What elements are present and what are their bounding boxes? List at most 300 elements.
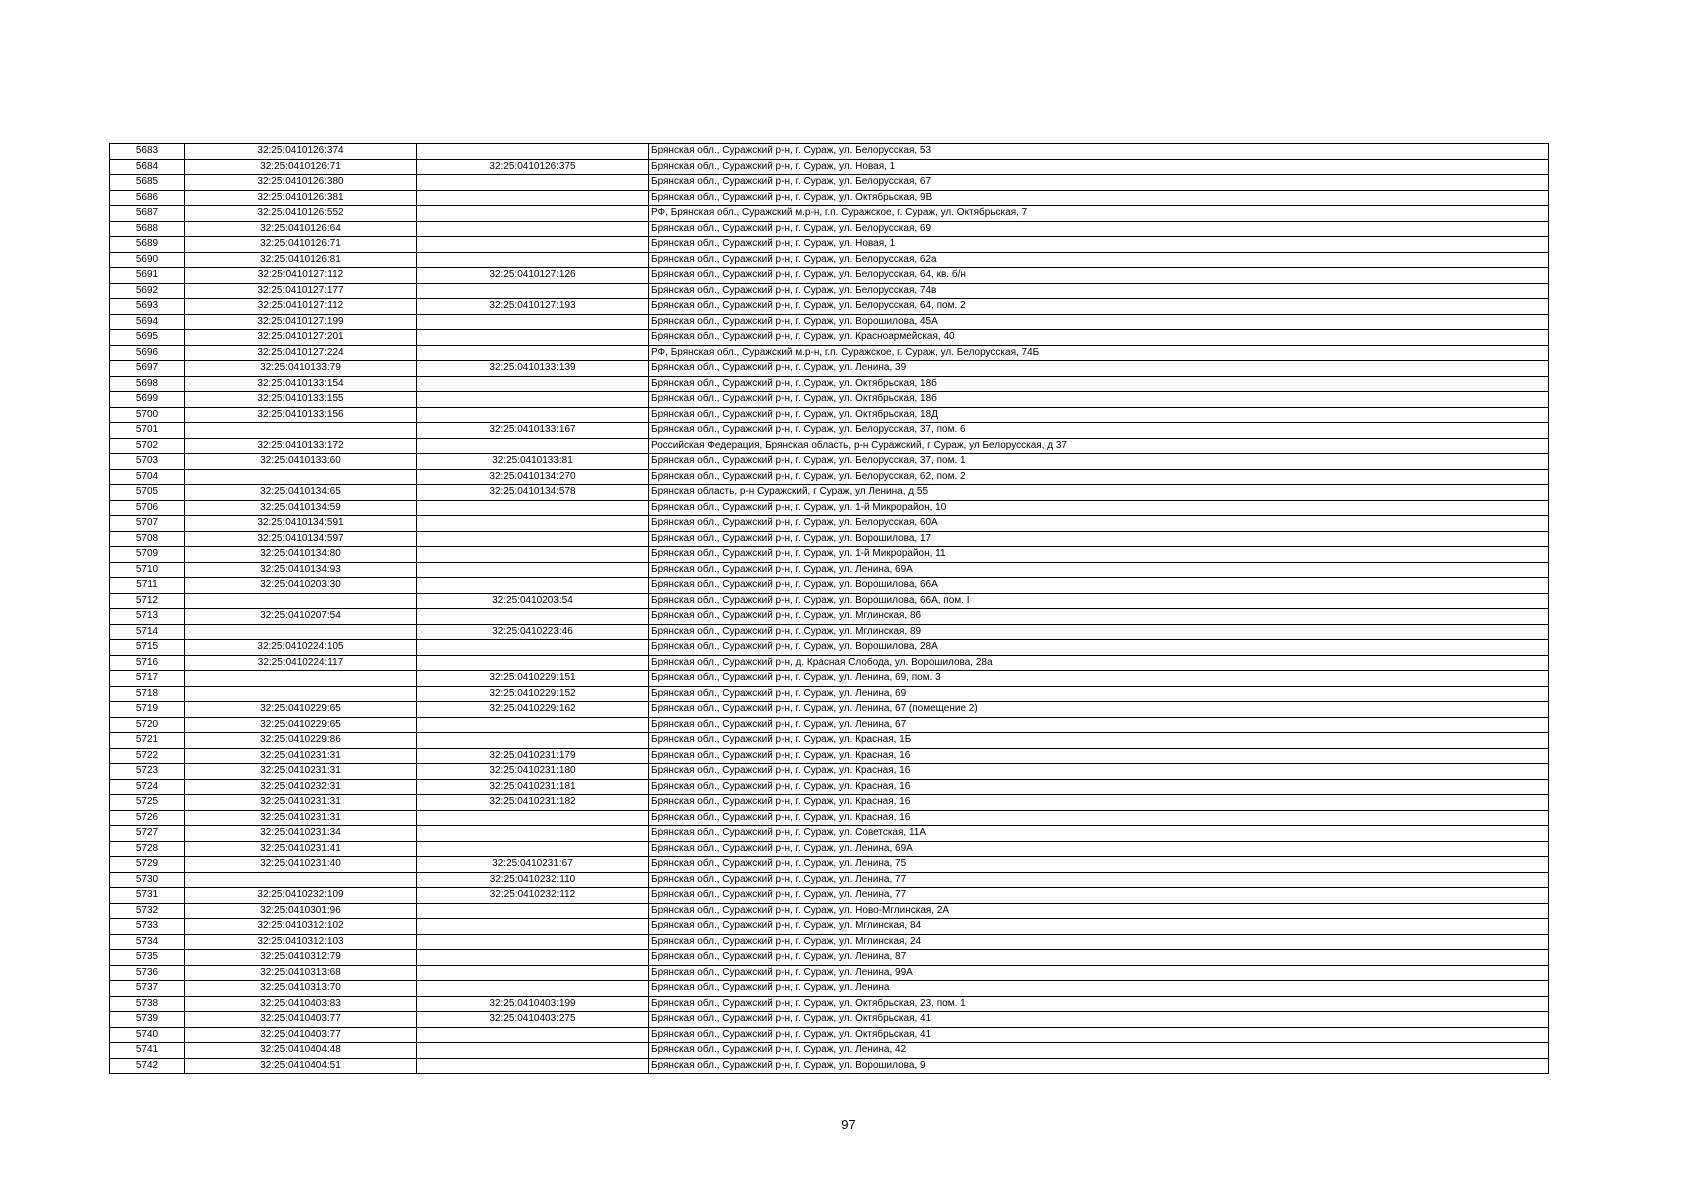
cadastral-number-cell: 32:25:0410134:591 [185,516,417,532]
row-number-cell: 5704 [110,469,185,485]
address-cell: Брянская обл., Суражский р-н, г. Сураж, ул. Ленина, 87 [649,950,1549,966]
table-row [110,345,1549,361]
cadastral-number-cell: 32:25:0410231:31 [185,764,417,780]
cadastral-number-cell: 32:25:0410126:381 [185,190,417,206]
address-cell: Брянская обл., Суражский р-н, г. Сураж, ул. Ленина, 69, пом. 3 [649,671,1549,687]
cadastral-number-cell: 32:25:0410231:41 [185,841,417,857]
cadastral-number-cell: 32:25:0410229:86 [185,733,417,749]
address-cell: Брянская обл., Суражский р-н, г. Сураж, ул. Белорусская, 62, пом. 2 [649,469,1549,485]
cadastral-number-cell: 32:25:0410134:80 [185,547,417,563]
table-row [110,779,1549,795]
table-row [110,407,1549,423]
cadastral-number-cell: 32:25:0410232:109 [185,888,417,904]
address-cell: Брянская обл., Суражский р-н, г. Сураж, ул. Белорусская, 37, пом. 1 [649,454,1549,470]
row-number-cell: 5714 [110,624,185,640]
related-cadastral-number-cell [417,531,649,547]
address-cell: Брянская обл., Суражский р-н, г. Сураж, ул. Ворошилова, 28А [649,640,1549,656]
row-number-cell: 5690 [110,252,185,268]
related-cadastral-number-cell: 32:25:0410229:152 [417,686,649,702]
cadastral-number-cell: 32:25:0410126:71 [185,237,417,253]
address-cell: Брянская обл., Суражский р-н, г. Сураж, ул. Белорусская, 62а [649,252,1549,268]
address-cell: Брянская обл., Суражский р-н, г. Сураж, ул. Ворошилова, 66А [649,578,1549,594]
table-row [110,159,1549,175]
cadastral-number-cell [185,593,417,609]
related-cadastral-number-cell [417,609,649,625]
related-cadastral-number-cell [417,190,649,206]
row-number-cell: 5737 [110,981,185,997]
table-row [110,609,1549,625]
related-cadastral-number-cell: 32:25:0410231:182 [417,795,649,811]
table-row [110,531,1549,547]
cadastral-number-cell: 32:25:0410231:31 [185,795,417,811]
row-number-cell: 5715 [110,640,185,656]
cadastral-number-cell: 32:25:0410313:70 [185,981,417,997]
address-cell: Брянская обл., Суражский р-н, г. Сураж, ул. Ленина, 42 [649,1043,1549,1059]
cadastral-number-cell: 32:25:0410313:68 [185,965,417,981]
cadastral-number-cell: 32:25:0410301:96 [185,903,417,919]
table-row [110,578,1549,594]
table-row [110,795,1549,811]
cadastral-number-cell: 32:25:0410126:64 [185,221,417,237]
address-cell: Брянская обл., Суражский р-н, г. Сураж, ул. Октябрьская, 9В [649,190,1549,206]
address-cell: Брянская обл., Суражский р-н, г. Сураж, ул. Белорусская, 67 [649,175,1549,191]
related-cadastral-number-cell: 32:25:0410231:181 [417,779,649,795]
row-number-cell: 5734 [110,934,185,950]
address-cell: Брянская обл., Суражский р-н, г. Сураж, ул. Красноармейская, 40 [649,330,1549,346]
related-cadastral-number-cell [417,175,649,191]
table-row [110,733,1549,749]
cadastral-number-cell: 32:25:0410224:117 [185,655,417,671]
address-cell: Брянская обл., Суражский р-н, г. Сураж, ул. Ленина, 75 [649,857,1549,873]
row-number-cell: 5712 [110,593,185,609]
table-row [110,221,1549,237]
address-cell: Брянская обл., Суражский р-н, г. Сураж, ул. Белорусская, 64, пом. 2 [649,299,1549,315]
row-number-cell: 5697 [110,361,185,377]
cadastral-number-cell: 32:25:0410133:155 [185,392,417,408]
related-cadastral-number-cell: 32:25:0410203:54 [417,593,649,609]
table-row [110,841,1549,857]
related-cadastral-number-cell [417,655,649,671]
related-cadastral-number-cell: 32:25:0410231:179 [417,748,649,764]
address-cell: Брянская обл., Суражский р-н, г. Сураж, ул. Белорусская, 64, кв. б/н [649,268,1549,284]
cadastral-number-cell: 32:25:0410404:48 [185,1043,417,1059]
related-cadastral-number-cell: 32:25:0410232:112 [417,888,649,904]
table-row [110,686,1549,702]
row-number-cell: 5730 [110,872,185,888]
cadastral-number-cell: 32:25:0410126:81 [185,252,417,268]
address-cell: РФ, Брянская обл., Суражский м.р-н, г.п. Суражское, г. Сураж, ул. Октябрьская, 7 [649,206,1549,222]
cadastral-number-cell: 32:25:0410232:31 [185,779,417,795]
table-row [110,826,1549,842]
cadastral-number-cell: 32:25:0410126:71 [185,159,417,175]
address-cell: Брянская обл., Суражский р-н, г. Сураж, ул. Красная, 16 [649,764,1549,780]
table-row [110,717,1549,733]
address-cell: Брянская обл., Суражский р-н, г. Сураж, ул. Ленина, 77 [649,872,1549,888]
table-row [110,376,1549,392]
row-number-cell: 5726 [110,810,185,826]
address-cell: Брянская обл., Суражский р-н, д. Красная Слобода, ул. Ворошилова, 28а [649,655,1549,671]
table-row [110,624,1549,640]
address-cell: Брянская обл., Суражский р-н, г. Сураж, ул. Ленина, 69 [649,686,1549,702]
row-number-cell: 5727 [110,826,185,842]
row-number-cell: 5688 [110,221,185,237]
row-number-cell: 5700 [110,407,185,423]
related-cadastral-number-cell: 32:25:0410127:193 [417,299,649,315]
table-row [110,314,1549,330]
cadastral-number-cell: 32:25:0410126:374 [185,144,417,160]
cadastral-number-cell: 32:25:0410127:199 [185,314,417,330]
cadastral-number-cell: 32:25:0410229:65 [185,702,417,718]
address-cell: Брянская обл., Суражский р-н, г. Сураж, ул. Белорусская, 74в [649,283,1549,299]
row-number-cell: 5729 [110,857,185,873]
address-cell: Брянская обл., Суражский р-н, г. Сураж, ул. Белорусская, 60А [649,516,1549,532]
related-cadastral-number-cell [417,733,649,749]
address-cell: Брянская обл., Суражский р-н, г. Сураж, ул. Белорусская, 53 [649,144,1549,160]
related-cadastral-number-cell: 32:25:0410229:162 [417,702,649,718]
table-row [110,438,1549,454]
address-cell: Брянская обл., Суражский р-н, г. Сураж, ул. Ворошилова, 9 [649,1058,1549,1074]
address-cell: Брянская обл., Суражский р-н, г. Сураж, ул. Ворошилова, 17 [649,531,1549,547]
table-row [110,237,1549,253]
table-row [110,268,1549,284]
address-cell: Брянская обл., Суражский р-н, г. Сураж, ул. Красная, 16 [649,810,1549,826]
related-cadastral-number-cell [417,252,649,268]
table-row [110,671,1549,687]
cadastral-number-cell: 32:25:0410231:31 [185,748,417,764]
related-cadastral-number-cell: 32:25:0410403:275 [417,1012,649,1028]
related-cadastral-number-cell [417,392,649,408]
row-number-cell: 5733 [110,919,185,935]
row-number-cell: 5738 [110,996,185,1012]
cadastral-number-cell: 32:25:0410207:54 [185,609,417,625]
address-cell: Брянская обл., Суражский р-н, г. Сураж, ул. Мглинская, 84 [649,919,1549,935]
related-cadastral-number-cell [417,826,649,842]
address-cell: Брянская обл., Суражский р-н, г. Сураж, ул. Ленина, 39 [649,361,1549,377]
related-cadastral-number-cell: 32:25:0410232:110 [417,872,649,888]
row-number-cell: 5693 [110,299,185,315]
address-cell: Брянская обл., Суражский р-н, г. Сураж, ул. 1-й Микрорайон, 10 [649,500,1549,516]
related-cadastral-number-cell [417,841,649,857]
cadastral-number-cell: 32:25:0410312:102 [185,919,417,935]
related-cadastral-number-cell: 32:25:0410133:139 [417,361,649,377]
related-cadastral-number-cell [417,330,649,346]
cadastral-number-cell: 32:25:0410127:177 [185,283,417,299]
table-row [110,872,1549,888]
address-cell: Брянская обл., Суражский р-н, г. Сураж, ул. Октябрьская, 18Д [649,407,1549,423]
table-row [110,1027,1549,1043]
registry-table [109,143,1549,1074]
address-cell: Брянская обл., Суражский р-н, г. Сураж, ул. Ленина, 67 (помещение 2) [649,702,1549,718]
related-cadastral-number-cell [417,283,649,299]
table-row [110,485,1549,501]
row-number-cell: 5740 [110,1027,185,1043]
related-cadastral-number-cell: 32:25:0410133:167 [417,423,649,439]
table-row [110,748,1549,764]
address-cell: Брянская обл., Суражский р-н, г. Сураж, ул. Ленина, 99А [649,965,1549,981]
related-cadastral-number-cell [417,376,649,392]
table-row [110,857,1549,873]
address-cell: Брянская обл., Суражский р-н, г. Сураж, ул. Красная, 16 [649,795,1549,811]
table-row [110,764,1549,780]
related-cadastral-number-cell: 32:25:0410229:151 [417,671,649,687]
table-row [110,1058,1549,1074]
cadastral-number-cell: 32:25:0410224:105 [185,640,417,656]
table-row [110,562,1549,578]
related-cadastral-number-cell: 32:25:0410127:126 [417,268,649,284]
related-cadastral-number-cell [417,934,649,950]
related-cadastral-number-cell [417,903,649,919]
related-cadastral-number-cell [417,717,649,733]
address-cell: Брянская обл., Суражский р-н, г. Сураж, ул. Новая, 1 [649,159,1549,175]
table-row [110,1012,1549,1028]
row-number-cell: 5709 [110,547,185,563]
cadastral-number-cell: 32:25:0410134:65 [185,485,417,501]
related-cadastral-number-cell [417,640,649,656]
table-row [110,206,1549,222]
row-number-cell: 5736 [110,965,185,981]
related-cadastral-number-cell [417,500,649,516]
related-cadastral-number-cell [417,578,649,594]
table-row [110,965,1549,981]
table-row [110,888,1549,904]
table-row [110,330,1549,346]
row-number-cell: 5692 [110,283,185,299]
cadastral-number-cell: 32:25:0410404:51 [185,1058,417,1074]
address-cell: Брянская обл., Суражский р-н, г. Сураж, ул. Октябрьская, 41 [649,1027,1549,1043]
cadastral-number-cell: 32:25:0410312:103 [185,934,417,950]
cadastral-number-cell: 32:25:0410134:93 [185,562,417,578]
table-row [110,919,1549,935]
related-cadastral-number-cell [417,516,649,532]
address-cell: Брянская обл., Суражский р-н, г. Сураж, ул. Ворошилова, 66А, пом. I [649,593,1549,609]
related-cadastral-number-cell: 32:25:0410134:578 [417,485,649,501]
row-number-cell: 5742 [110,1058,185,1074]
cadastral-number-cell [185,872,417,888]
table-row [110,144,1549,160]
row-number-cell: 5686 [110,190,185,206]
address-cell: Брянская обл., Суражский р-н, г. Сураж, ул. Мглинская, 89 [649,624,1549,640]
table-row [110,454,1549,470]
related-cadastral-number-cell [417,1027,649,1043]
row-number-cell: 5696 [110,345,185,361]
cadastral-number-cell: 32:25:0410126:380 [185,175,417,191]
row-number-cell: 5707 [110,516,185,532]
related-cadastral-number-cell [417,438,649,454]
related-cadastral-number-cell [417,237,649,253]
cadastral-number-cell: 32:25:0410231:34 [185,826,417,842]
address-cell: РФ, Брянская обл., Суражский м.р-н, г.п. Суражское, г. Сураж, ул. Белорусская, 74Б [649,345,1549,361]
cadastral-number-cell: 32:25:0410134:597 [185,531,417,547]
table-row [110,593,1549,609]
row-number-cell: 5699 [110,392,185,408]
cadastral-number-cell: 32:25:0410403:83 [185,996,417,1012]
address-cell: Брянская обл., Суражский р-н, г. Сураж, ул. Ленина, 69А [649,562,1549,578]
row-number-cell: 5728 [110,841,185,857]
table-row [110,1043,1549,1059]
row-number-cell: 5683 [110,144,185,160]
table-row [110,469,1549,485]
address-cell: Брянская обл., Суражский р-н, г. Сураж, ул. Ленина, 77 [649,888,1549,904]
address-cell: Брянская обл., Суражский р-н, г. Сураж, ул. Октябрьская, 18б [649,392,1549,408]
address-cell: Брянская обл., Суражский р-н, г. Сураж, ул. Ленина, 67 [649,717,1549,733]
cadastral-number-cell: 32:25:0410231:31 [185,810,417,826]
row-number-cell: 5741 [110,1043,185,1059]
row-number-cell: 5723 [110,764,185,780]
related-cadastral-number-cell: 32:25:0410126:375 [417,159,649,175]
cadastral-number-cell: 32:25:0410203:30 [185,578,417,594]
table-row [110,392,1549,408]
row-number-cell: 5685 [110,175,185,191]
row-number-cell: 5731 [110,888,185,904]
cadastral-number-cell: 32:25:0410127:201 [185,330,417,346]
cadastral-number-cell: 32:25:0410229:65 [185,717,417,733]
row-number-cell: 5721 [110,733,185,749]
registry-table-body [110,144,1549,1074]
row-number-cell: 5719 [110,702,185,718]
related-cadastral-number-cell [417,314,649,330]
table-row [110,810,1549,826]
row-number-cell: 5695 [110,330,185,346]
table-row [110,640,1549,656]
row-number-cell: 5716 [110,655,185,671]
table-row [110,361,1549,377]
related-cadastral-number-cell [417,345,649,361]
cadastral-number-cell: 32:25:0410133:172 [185,438,417,454]
row-number-cell: 5706 [110,500,185,516]
table-row [110,252,1549,268]
related-cadastral-number-cell [417,1058,649,1074]
related-cadastral-number-cell [417,221,649,237]
table-row [110,655,1549,671]
row-number-cell: 5724 [110,779,185,795]
table-row [110,702,1549,718]
row-number-cell: 5732 [110,903,185,919]
address-cell: Брянская обл., Суражский р-н, г. Сураж, ул. Красная, 16 [649,748,1549,764]
address-cell: Брянская обл., Суражский р-н, г. Сураж, ул. Ленина, 69А [649,841,1549,857]
related-cadastral-number-cell: 32:25:0410231:67 [417,857,649,873]
related-cadastral-number-cell [417,206,649,222]
row-number-cell: 5687 [110,206,185,222]
related-cadastral-number-cell [417,919,649,935]
address-cell: Брянская обл., Суражский р-н, г. Сураж, ул. Красная, 1Б [649,733,1549,749]
row-number-cell: 5713 [110,609,185,625]
cadastral-number-cell: 32:25:0410134:59 [185,500,417,516]
address-cell: Брянская обл., Суражский р-н, г. Сураж, ул. Ворошилова, 45А [649,314,1549,330]
address-cell: Брянская обл., Суражский р-н, г. Сураж, ул. Новая, 1 [649,237,1549,253]
table-row [110,175,1549,191]
row-number-cell: 5710 [110,562,185,578]
address-cell: Брянская обл., Суражский р-н, г. Сураж, ул. 1-й Микрорайон, 11 [649,547,1549,563]
table-row [110,516,1549,532]
table-row [110,903,1549,919]
related-cadastral-number-cell [417,965,649,981]
cadastral-number-cell: 32:25:0410133:79 [185,361,417,377]
table-row [110,423,1549,439]
row-number-cell: 5694 [110,314,185,330]
table-row [110,283,1549,299]
row-number-cell: 5684 [110,159,185,175]
cadastral-number-cell [185,624,417,640]
row-number-cell: 5701 [110,423,185,439]
row-number-cell: 5720 [110,717,185,733]
table-row [110,500,1549,516]
row-number-cell: 5735 [110,950,185,966]
address-cell: Брянская обл., Суражский р-н, г. Сураж, ул. Мглинская, 24 [649,934,1549,950]
cadastral-number-cell: 32:25:0410312:79 [185,950,417,966]
cadastral-number-cell [185,469,417,485]
cadastral-number-cell: 32:25:0410403:77 [185,1027,417,1043]
address-cell: Брянская обл., Суражский р-н, г. Сураж, ул. Мглинская, 86 [649,609,1549,625]
cadastral-number-cell [185,671,417,687]
row-number-cell: 5698 [110,376,185,392]
related-cadastral-number-cell: 32:25:0410231:180 [417,764,649,780]
address-cell: Брянская обл., Суражский р-н, г. Сураж, ул. Белорусская, 37, пом. 6 [649,423,1549,439]
related-cadastral-number-cell [417,1043,649,1059]
address-cell: Брянская обл., Суражский р-н, г. Сураж, ул. Белорусская, 69 [649,221,1549,237]
related-cadastral-number-cell: 32:25:0410403:199 [417,996,649,1012]
cadastral-number-cell [185,686,417,702]
address-cell: Брянская обл., Суражский р-н, г. Сураж, ул. Октябрьская, 41 [649,1012,1549,1028]
related-cadastral-number-cell: 32:25:0410223:46 [417,624,649,640]
cadastral-number-cell: 32:25:0410133:60 [185,454,417,470]
cadastral-number-cell [185,423,417,439]
row-number-cell: 5703 [110,454,185,470]
row-number-cell: 5705 [110,485,185,501]
address-cell: Брянская обл., Суражский р-н, г. Сураж, ул. Советская, 11А [649,826,1549,842]
cadastral-number-cell: 32:25:0410126:552 [185,206,417,222]
address-cell: Брянская обл., Суражский р-н, г. Сураж, ул. Ново-Мглинская, 2А [649,903,1549,919]
related-cadastral-number-cell [417,547,649,563]
row-number-cell: 5725 [110,795,185,811]
table-row [110,934,1549,950]
related-cadastral-number-cell [417,144,649,160]
address-cell: Брянская обл., Суражский р-н, г. Сураж, ул. Ленина [649,981,1549,997]
table-row [110,950,1549,966]
row-number-cell: 5722 [110,748,185,764]
cadastral-number-cell: 32:25:0410133:154 [185,376,417,392]
table-row [110,981,1549,997]
address-cell: Брянская область, р-н Суражский, г Сураж, ул Ленина, д 55 [649,485,1549,501]
row-number-cell: 5717 [110,671,185,687]
related-cadastral-number-cell [417,562,649,578]
related-cadastral-number-cell [417,407,649,423]
table-row [110,996,1549,1012]
row-number-cell: 5739 [110,1012,185,1028]
row-number-cell: 5689 [110,237,185,253]
address-cell: Брянская обл., Суражский р-н, г. Сураж, ул. Октябрьская, 23, пом. 1 [649,996,1549,1012]
address-cell: Российская Федерация, Брянская область, р-н Суражский, г Сураж, ул Белорусская, д 37 [649,438,1549,454]
cadastral-number-cell: 32:25:0410133:156 [185,407,417,423]
cadastral-number-cell: 32:25:0410127:112 [185,268,417,284]
address-cell: Брянская обл., Суражский р-н, г. Сураж, ул. Красная, 16 [649,779,1549,795]
cadastral-number-cell: 32:25:0410127:224 [185,345,417,361]
page-number: 97 [841,1117,856,1132]
table-row [110,547,1549,563]
related-cadastral-number-cell [417,981,649,997]
table-row [110,299,1549,315]
row-number-cell: 5702 [110,438,185,454]
row-number-cell: 5691 [110,268,185,284]
related-cadastral-number-cell: 32:25:0410134:270 [417,469,649,485]
row-number-cell: 5718 [110,686,185,702]
row-number-cell: 5711 [110,578,185,594]
table-row [110,190,1549,206]
row-number-cell: 5708 [110,531,185,547]
cadastral-number-cell: 32:25:0410231:40 [185,857,417,873]
cadastral-number-cell: 32:25:0410403:77 [185,1012,417,1028]
related-cadastral-number-cell [417,810,649,826]
related-cadastral-number-cell [417,950,649,966]
